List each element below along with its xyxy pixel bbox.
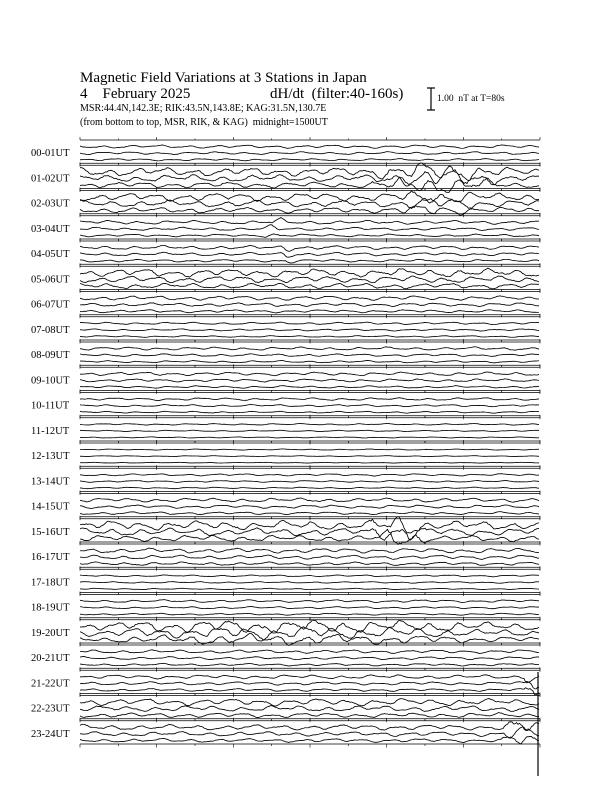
hour-label: 04-05UT (31, 249, 70, 260)
hour-label: 00-01UT (31, 148, 70, 159)
trace-msr (80, 283, 539, 289)
trace-kag (80, 650, 539, 654)
trace-msr (80, 310, 539, 313)
trace-rik (80, 329, 539, 331)
hour-label: 11-12UT (31, 425, 70, 437)
midnight-note: midnight=1500UT (252, 117, 328, 128)
hour-label: 20-21UT (31, 653, 70, 664)
hour-label: 17-18UT (31, 577, 70, 589)
hour-label: 07-08UT (31, 324, 70, 336)
hour-label: 06-07UT (31, 299, 70, 311)
trace-rik (80, 430, 539, 431)
hour-row-23-24UT (31, 718, 540, 748)
hour-label: 15-16UT (31, 526, 70, 538)
trace-rik (80, 555, 539, 559)
filter-label: dH/dt (filter:40-160s) (270, 86, 404, 102)
trace-rik (80, 354, 539, 357)
trace-kag (80, 322, 539, 324)
trace-msr (80, 663, 539, 666)
trace-kag (80, 722, 539, 731)
trace-rik (80, 706, 539, 712)
scale-bar (427, 88, 435, 110)
hour-row-20-21UT (31, 642, 540, 672)
trace-rik (80, 404, 539, 406)
trace-kag (80, 268, 539, 277)
trace-msr (80, 360, 539, 363)
trace-rik (80, 505, 539, 508)
trace-msr (80, 487, 539, 489)
trace-kag (80, 675, 539, 682)
hour-label: 23-24UT (31, 728, 70, 740)
hour-label: 03-04UT (31, 223, 70, 235)
hour-label: 01-02UT (31, 173, 70, 185)
hour-row-06-07UT (31, 289, 540, 319)
station-coordinates: MSR:44.4N,142.3E; RIK:43.5N,143.8E; KAG:31.5N,130.7E (80, 103, 327, 114)
hour-label: 05-06UT (31, 274, 70, 286)
trace-kag (80, 517, 539, 533)
trace-rik (80, 528, 539, 541)
trace-msr (80, 713, 539, 718)
trace-kag (80, 600, 539, 603)
hour-row-18-19UT (31, 592, 540, 622)
hour-label: 02-03UT (31, 198, 70, 210)
trace-rik (80, 582, 539, 584)
trace-rik (80, 303, 539, 307)
hour-row-08-09UT (31, 339, 540, 369)
trace-msr (80, 159, 539, 161)
hour-row-11-12UT (31, 415, 540, 445)
trace-rik (80, 199, 539, 209)
trace-msr (80, 562, 539, 566)
trace-kag (80, 474, 539, 476)
hour-row-14-15UT (31, 491, 540, 521)
trace-rik (80, 276, 539, 283)
trace-kag (80, 498, 539, 502)
hour-row-02-03UT (31, 188, 540, 218)
trace-msr (80, 336, 539, 338)
trace-msr (80, 736, 539, 744)
trace-msr (80, 437, 539, 438)
trace-kag (80, 217, 539, 224)
hour-row-04-05UT (31, 238, 540, 268)
trace-rik (80, 252, 539, 257)
trace-rik (80, 225, 539, 231)
trace-rik (80, 627, 539, 640)
trace-kag (80, 699, 539, 706)
hour-label: 08-09UT (31, 350, 70, 361)
trace-msr (80, 512, 539, 515)
trace-kag (80, 548, 539, 553)
hour-row-09-10UT (31, 364, 540, 394)
trace-msr (80, 613, 539, 615)
trace-kag (80, 449, 539, 450)
hour-label: 12-13UT (31, 451, 70, 462)
hour-row-22-23UT (31, 693, 540, 723)
trace-kag (80, 347, 539, 350)
trace-msr (80, 411, 539, 413)
trace-msr (80, 462, 539, 463)
hour-label: 13-14UT (31, 476, 70, 488)
chart-date: 4 February 2025 (80, 86, 191, 102)
scale-bar-label: 1.00 nT at T=80s (437, 94, 505, 104)
hour-row-10-11UT (31, 390, 540, 420)
trace-rik (80, 480, 539, 482)
hour-label: 16-17UT (31, 552, 70, 563)
trace-kag (80, 575, 539, 577)
hour-row-17-18UT (31, 566, 540, 596)
trace-msr (80, 386, 539, 389)
hour-row-13-14UT (31, 465, 540, 495)
trace-rik (80, 606, 539, 608)
trace-kag (80, 245, 539, 251)
hour-label: 10-11UT (31, 400, 70, 412)
trace-kag (80, 372, 539, 376)
trace-rik (80, 682, 539, 689)
hour-row-16-17UT (31, 541, 540, 571)
hour-row-05-06UT (31, 263, 540, 293)
hour-label: 18-19UT (31, 602, 70, 614)
trace-msr (80, 588, 539, 589)
chart-title: Magnetic Field Variations at 3 Stations in Japan (80, 70, 367, 86)
trace-rik (80, 656, 539, 659)
hour-row-07-08UT (31, 314, 540, 344)
trace-kag (80, 145, 539, 148)
hour-label: 09-10UT (31, 375, 70, 387)
station-order: (from bottom to top, MSR, RIK, & KAG) (80, 117, 248, 128)
hour-row-01-02UT (31, 162, 540, 192)
hour-row-21-22UT (31, 667, 540, 697)
trace-msr (80, 259, 539, 263)
trace-kag (80, 296, 539, 301)
hour-label: 14-15UT (31, 501, 70, 513)
trace-kag (80, 423, 539, 425)
hour-label: 19-20UT (31, 627, 70, 639)
hour-row-15-16UT (31, 516, 540, 546)
trace-rik (80, 456, 539, 457)
trace-rik (80, 727, 539, 738)
hour-label: 22-23UT (31, 703, 70, 715)
trace-kag (80, 398, 539, 401)
hour-row-03-04UT (31, 213, 540, 243)
hour-row-12-13UT (31, 440, 540, 470)
trace-kag (80, 191, 539, 203)
trace-kag (80, 620, 539, 633)
trace-msr (80, 234, 539, 237)
trace-rik (80, 152, 539, 155)
hour-label: 21-22UT (31, 678, 70, 690)
hour-row-19-20UT (31, 617, 540, 647)
trace-rik (80, 379, 539, 382)
hour-row-00-01UT (31, 137, 540, 167)
